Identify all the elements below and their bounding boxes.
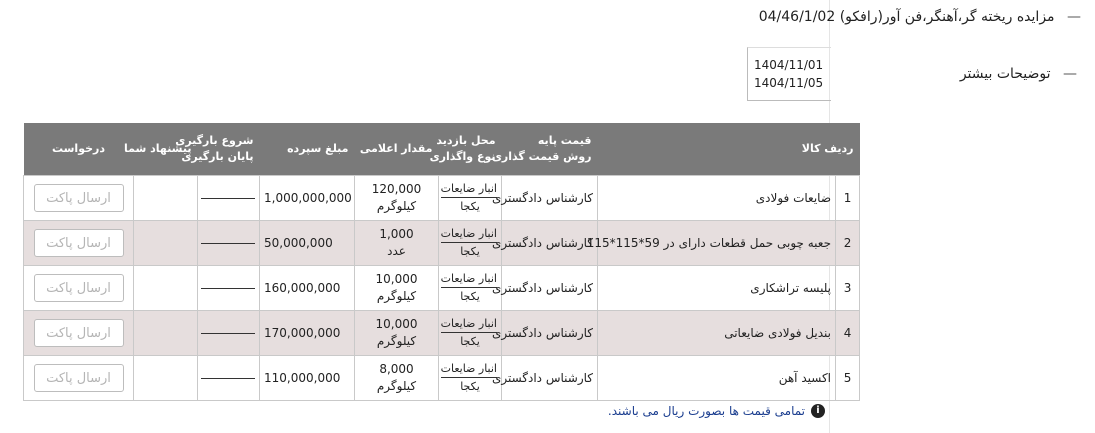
request-cell: [24, 310, 134, 355]
row-index: 1: [836, 175, 860, 220]
request-cell: [24, 220, 134, 265]
your-offer: [134, 175, 198, 220]
quantity-unit: کیلوگرم: [376, 333, 417, 348]
visit-transfer: [439, 175, 502, 220]
empty-line: [201, 333, 255, 334]
footnote-text: تمامی قیمت ها بصورت ریال می باشند.: [607, 404, 805, 418]
row-index: 3: [836, 265, 860, 310]
dash-icon: —: [1063, 66, 1077, 82]
table-row: [24, 355, 860, 400]
quantity: [355, 355, 439, 400]
pricing-method: کارشناس دادگستری: [502, 265, 598, 310]
visit-place: انبار ضایعات: [441, 180, 497, 198]
auction-items-table-wrap: [23, 123, 854, 401]
quantity: [355, 310, 439, 355]
auction-title[interactable]: [461, 9, 1081, 25]
quantity-unit: کیلوگرم: [376, 378, 417, 393]
request-cell: [24, 175, 134, 220]
date-end: 1404/11/05: [754, 76, 824, 90]
auction-items-table: [23, 123, 860, 401]
currency-footnote: [608, 404, 825, 418]
empty-line: [201, 378, 255, 379]
header-price: [491, 123, 598, 175]
your-offer: [134, 220, 198, 265]
send-envelope-button[interactable]: ارسال پاکت: [34, 364, 124, 392]
row-index: 4: [836, 310, 860, 355]
row-index: 5: [836, 355, 860, 400]
request-cell: [24, 265, 134, 310]
header-row-item: ردیف کالا: [801, 141, 854, 155]
send-envelope-button[interactable]: ارسال پاکت: [34, 319, 124, 347]
quantity: [355, 265, 439, 310]
deposit-amount: 1,000,000,000: [260, 175, 355, 220]
item-name: جعبه چوبی حمل قطعات دارای در 59*115*115: [598, 220, 836, 265]
more-description-label: توضیحات بیشتر: [959, 66, 1051, 82]
quantity-unit: کیلوگرم: [376, 288, 417, 303]
header-load-end: پایان بارگیری: [181, 149, 254, 163]
table-row: [24, 175, 860, 220]
header-qty: مقدار اعلامی: [359, 141, 433, 155]
loading-dates: [198, 265, 260, 310]
quantity: [355, 220, 439, 265]
loading-dates: [198, 310, 260, 355]
table-row: [24, 310, 860, 355]
visit-place: انبار ضایعات: [441, 225, 497, 243]
table-header: [24, 123, 860, 175]
header-deposit: مبلغ سپرده: [287, 141, 349, 155]
header-loading: [175, 123, 260, 175]
visit-place: انبار ضایعات: [441, 360, 497, 378]
quantity-value: 10,000: [375, 271, 418, 286]
loading-dates: [198, 220, 260, 265]
quantity-value: 10,000: [375, 316, 418, 331]
transfer-type: یکجا: [460, 335, 480, 348]
table-row: [24, 220, 860, 265]
item-name: ضایعات فولادی: [598, 175, 836, 220]
deposit-amount: 170,000,000: [260, 310, 355, 355]
header-pricing-method: روش قیمت گذاری: [491, 149, 592, 163]
item-name: اکسید آهن: [598, 355, 836, 400]
loading-dates: [198, 175, 260, 220]
pricing-method: کارشناس دادگستری: [502, 220, 598, 265]
more-description[interactable]: [960, 66, 1077, 82]
deposit-amount: 50,000,000: [260, 220, 355, 265]
transfer-type: یکجا: [460, 245, 480, 258]
dash-icon: —: [1067, 9, 1081, 25]
quantity-unit: عدد: [387, 243, 406, 258]
request-cell: [24, 355, 134, 400]
visit-transfer: [439, 220, 502, 265]
transfer-type: یکجا: [460, 200, 480, 213]
visit-place: انبار ضایعات: [441, 315, 497, 333]
header-transfer-type: نوع واگذاری: [429, 149, 496, 163]
row-index: 2: [836, 220, 860, 265]
header-base-price: قیمت پایه: [537, 133, 592, 147]
quantity-value: 120,000: [371, 181, 422, 196]
deposit-amount: 160,000,000: [260, 265, 355, 310]
quantity-unit: کیلوگرم: [376, 198, 417, 213]
pricing-method: کارشناس دادگستری: [502, 310, 598, 355]
quantity-value: 1,000: [379, 226, 414, 241]
table-row: [24, 265, 860, 310]
send-envelope-button[interactable]: ارسال پاکت: [34, 274, 124, 302]
loading-dates: [198, 355, 260, 400]
header-request: درخواست: [51, 141, 106, 155]
empty-line: [201, 288, 255, 289]
visit-transfer: [439, 265, 502, 310]
transfer-type: یکجا: [460, 290, 480, 303]
header-visit-place: محل بازدید: [436, 133, 496, 147]
header-load-start: شروع بارگیری: [175, 133, 254, 147]
transfer-type: یکجا: [460, 380, 480, 393]
auction-title-text: مزایده ریخته گر،آهنگر،فن آور(رافکو) 04/46/1/02: [758, 9, 1055, 25]
pricing-method: کارشناس دادگستری: [502, 175, 598, 220]
pricing-method: کارشناس دادگستری: [502, 355, 598, 400]
visit-transfer: [439, 355, 502, 400]
empty-line: [201, 243, 255, 244]
quantity: [355, 175, 439, 220]
empty-line: [201, 198, 255, 199]
visit-place: انبار ضایعات: [441, 270, 497, 288]
info-icon: i: [811, 404, 825, 418]
date-start: 1404/11/01: [754, 58, 824, 72]
your-offer: [134, 265, 198, 310]
item-name: پلیسه تراشکاری: [598, 265, 836, 310]
visit-transfer: [439, 310, 502, 355]
deposit-amount: 110,000,000: [260, 355, 355, 400]
send-envelope-button[interactable]: ارسال پاکت: [34, 229, 124, 257]
your-offer: [134, 310, 198, 355]
quantity-value: 8,000: [379, 361, 414, 376]
date-range: [747, 47, 831, 101]
header-your-offer: پیشنهاد شما: [124, 141, 192, 155]
your-offer: [134, 355, 198, 400]
send-envelope-button[interactable]: ارسال پاکت: [34, 184, 124, 212]
item-name: بندیل فولادی ضایعاتی: [598, 310, 836, 355]
